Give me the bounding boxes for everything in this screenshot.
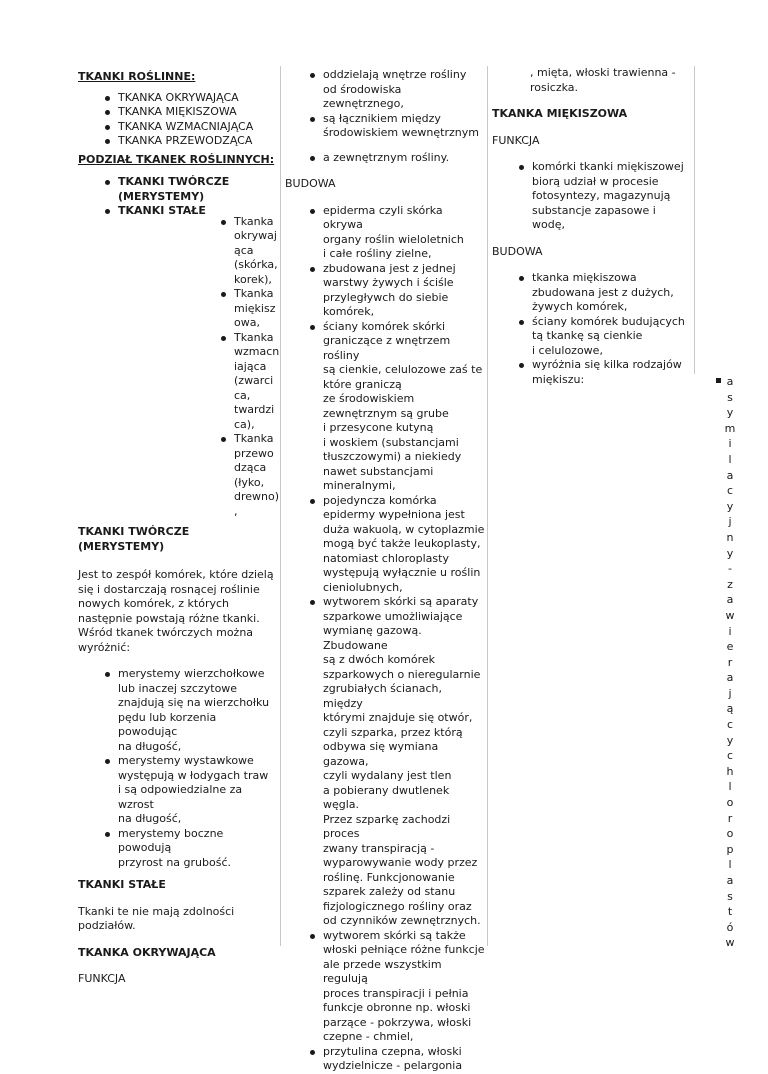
list-item: TKANKI STAŁE (102, 204, 278, 219)
vertical-char: r (727, 811, 733, 825)
list-item: wytworem skórki są aparaty szparkowe umożliwiające wymianę gazową. Zbudowane są z dwóch komórek szparkowych o nieregularnie zgrubiałych ścianach, między którymi znajduje się otwór, czyli szparka, przez którą odbywa się wymiana gazowa, czyli wydalany jest tlen a pobierany dwutlenek węgla. Przez szparkę zachodzi proces zwany transpiracją - wyparowywanie wody przez roślinę. Funkcjonowanie szparek zależy od stanu fizjologicznego rośliny oraz od czynników zewnętrznych. (307, 595, 485, 929)
vertical-char: m (724, 421, 736, 435)
vertical-char: l (728, 780, 732, 794)
narrow-tissue-list (218, 215, 280, 520)
list-item: komórki tkanki miękiszowej biorą udział w procesie fotosyntezy, magazynują substancje zapasowe i wodę, (516, 160, 692, 233)
structure-list (516, 271, 692, 387)
heading-tkanki-tworcze: TKANKI TWÓRCZE (MERYSTEMY) (78, 525, 190, 553)
list-item: merystemy boczne powodują przyrost na grubość. (102, 827, 278, 871)
vertical-char: t (727, 905, 733, 919)
list-item: przytulina czepna, włoski wydzielnicze - pelargonia (307, 1045, 485, 1074)
list-item: merystemy wierzchołkowe lub inaczej szczytowe znajdują się na wierzchołku pędu lub korzenia powodując na długość, (102, 667, 278, 754)
vertical-char: w (725, 936, 735, 950)
vertical-char: z (727, 577, 733, 591)
list-item: TKANKA OKRYWAJĄCA (102, 91, 278, 106)
vertical-char: h (726, 764, 734, 778)
vertical-char: i (728, 437, 732, 451)
list-item: zbudowana jest z jednej warstwy żywych i ściśle przyległywch do siebie komórek, (307, 262, 485, 320)
list-item: TKANKA WZMACNIAJĄCA (102, 120, 278, 135)
list-item: Tkanka przewo dząca (łyko, drewno) , (218, 432, 280, 519)
vertical-char: j (728, 515, 732, 529)
list-item: Tkanka okrywaj ąca (skórka, korek), (218, 215, 280, 288)
vertical-char: a (726, 874, 734, 887)
vertical-char: y (726, 733, 734, 747)
vertical-char: o (726, 796, 734, 810)
bullet-icon (716, 378, 721, 383)
continuation-text: , mięta, włoski trawienna - rosiczka. (530, 66, 676, 94)
vertical-char: s (727, 390, 733, 404)
column-divider-1 (280, 66, 281, 946)
list-item (102, 175, 278, 204)
label-funkcja: FUNKCJA (78, 972, 126, 985)
list-item: wytworem skórki są także włoski pełniące różne funkcje ale przede wszystkim regulują proces transpiracji i pełnia funkcje obronne np. włoski parzące - pokrzywa, włoski czepne - chmiel, (307, 929, 485, 1045)
vertical-char: a (726, 593, 734, 607)
vertical-char: a (726, 468, 734, 482)
vertical-char: c (726, 484, 734, 498)
heading-tkanka-miekiszowa: TKANKA MIĘKISZOWA (492, 107, 628, 120)
meristem-list (102, 667, 278, 870)
list-item: tkanka miękiszowa zbudowana jest z dużych, żywych komórek, (516, 271, 692, 315)
vertical-char: l (728, 858, 732, 872)
vertical-char: r (727, 655, 733, 669)
list-item: oddzielają wnętrze rośliny od środowiska zewnętrznego, (307, 68, 485, 112)
list-item: są łącznikiem między środowiskiem wewnętrznym (307, 112, 485, 141)
vertical-char: ą (726, 702, 734, 716)
column-divider-2 (487, 66, 488, 946)
column-3 (492, 66, 692, 387)
list-item: ściany komórek skórki graniczące z wnętrzem rośliny są cienkie, celulozowe zaś te które graniczą ze środowiskiem zewnętrznym są grube i przesycone kutyną i woskiem (substancjami tłuszczowymi) a niekiedy nawet substancjami mineralnymi, (307, 320, 485, 494)
label-budowa: BUDOWA (492, 244, 543, 258)
list-item: ściany komórek budujących tą tkankę są cienkie i celulozowe, (516, 315, 692, 359)
vertical-char: c (726, 749, 734, 763)
vertical-char: y (726, 406, 734, 420)
column-1 (78, 66, 278, 987)
list-item: pojedyncza komórka epidermy wypełniona jest duża wakuolą, w cytoplazmie mogą być także leukoplasty, natomiast chloroplasty występują wyłącznie u roślin cieniolubnych, (307, 494, 485, 596)
vertical-char: e (726, 640, 734, 654)
vertical-overflow-text (723, 374, 737, 951)
column-2 (285, 68, 485, 1074)
heading-tkanki-roslinne: TKANKI ROŚLINNE: (78, 70, 196, 83)
column-divider-3 (694, 66, 695, 374)
function-list (307, 68, 485, 165)
vertical-char: n (726, 530, 734, 544)
list-item: TKANKA MIĘKISZOWA (102, 105, 278, 120)
vertical-char: a (726, 671, 734, 685)
list-item: merystemy wystawkowe występują w łodygach traw i są odpowiedzialne za wzrost na długość, (102, 754, 278, 827)
list-item: a zewnętrznym rośliny. (307, 151, 485, 166)
heading-podzial: PODZIAŁ TKANEK ROŚLINNYCH: (78, 152, 275, 166)
vertical-char: l (728, 452, 732, 466)
vertical-char: - (728, 562, 732, 576)
vertical-char: o (726, 827, 734, 841)
list-item: wyróżnia się kilka rodzajów miękiszu: (516, 358, 692, 387)
vertical-char: i (728, 624, 732, 638)
list-item: TKANKA PRZEWODZĄCA (102, 134, 278, 149)
label-funkcja: FUNKCJA (492, 133, 540, 147)
vertical-char: s (727, 889, 733, 903)
vertical-char: j (728, 686, 732, 700)
structure-list (307, 204, 485, 1074)
paragraph-stale: Tkanki te nie mają zdolności podziałów. (78, 904, 235, 932)
vertical-char: w (725, 608, 735, 622)
vertical-char: y (726, 546, 734, 560)
heading-tkanka-okrywajaca: TKANKA OKRYWAJĄCA (78, 945, 216, 959)
division-list (102, 175, 278, 219)
vertical-char: a (726, 375, 734, 388)
label-budowa: BUDOWA (285, 177, 336, 190)
list-item: Tkanka wzmacn iająca (zwarci ca, twardzi ca), (218, 331, 280, 433)
list-item-text: TKANKI TWÓRCZE (MERYSTEMY) (118, 175, 230, 203)
function-list (516, 160, 692, 233)
list-item: Tkanka miękisz owa, (218, 287, 280, 331)
vertical-char: c (726, 718, 734, 732)
tissue-list (102, 91, 278, 149)
list-item: epiderma czyli skórka okrywa organy roślin wieloletnich i całe rośliny zielne, (307, 204, 485, 262)
vertical-char: y (726, 499, 734, 513)
heading-tkanki-stale: TKANKI STAŁE (78, 878, 166, 891)
vertical-char: p (726, 842, 734, 856)
paragraph-tworcze: Jest to zespół komórek, które dzielą się i dostarczają rosnącej roślinie nowych komórek, z których następnie powstają różne tkanki. Wśród tkanek twórczych można wyróżnić: (78, 568, 274, 654)
vertical-char: ó (726, 920, 734, 934)
